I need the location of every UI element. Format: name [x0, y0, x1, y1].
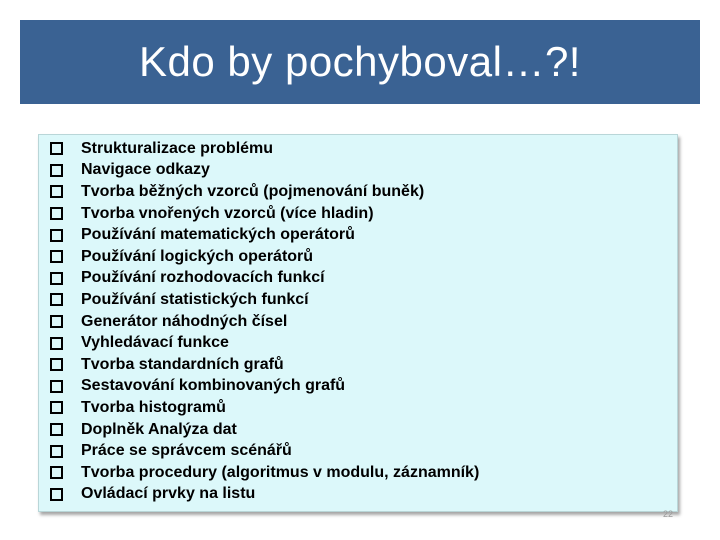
- list-item-label: Vyhledávací funkce: [81, 334, 229, 352]
- list-item-label: Navigace odkazy: [81, 161, 210, 179]
- list-item: [50, 246, 479, 268]
- list-item-label: Sestavování kombinovaných grafů: [81, 377, 346, 395]
- square-bullet-icon: [50, 466, 63, 479]
- list-item: [50, 160, 479, 182]
- square-bullet-icon: [50, 229, 63, 242]
- bullet-list: [50, 138, 479, 505]
- slide-title: Kdo by pochyboval…?!: [139, 38, 581, 85]
- list-item-label: Tvorba histogramů: [81, 398, 226, 416]
- list-item-label: Ovládací prvky na listu: [81, 485, 256, 503]
- square-bullet-icon: [50, 293, 63, 306]
- list-item: [50, 376, 479, 398]
- list-item-label: Tvorba vnořených vzorců (více hladin): [81, 204, 374, 222]
- list-item: [50, 311, 479, 333]
- list-item-label: Doplněk Analýza dat: [81, 420, 237, 438]
- square-bullet-icon: [50, 445, 63, 458]
- list-item: [50, 419, 479, 441]
- square-bullet-icon: [50, 185, 63, 198]
- list-item: [50, 397, 479, 419]
- square-bullet-icon: [50, 423, 63, 436]
- list-item-label: Používání rozhodovacích funkcí: [81, 269, 325, 287]
- list-item: [50, 462, 479, 484]
- list-item: [50, 268, 479, 290]
- square-bullet-icon: [50, 250, 63, 263]
- square-bullet-icon: [50, 358, 63, 371]
- list-item: [50, 440, 479, 462]
- list-item: [50, 484, 479, 506]
- list-item: [50, 138, 479, 160]
- list-item-label: Používání matematických operátorů: [81, 226, 355, 244]
- square-bullet-icon: [50, 164, 63, 177]
- square-bullet-icon: [50, 401, 63, 414]
- square-bullet-icon: [50, 488, 63, 501]
- square-bullet-icon: [50, 315, 63, 328]
- list-item-label: Používání logických operátorů: [81, 247, 314, 265]
- square-bullet-icon: [50, 380, 63, 393]
- list-item: [50, 224, 479, 246]
- square-bullet-icon: [50, 337, 63, 350]
- list-item-label: Strukturalizace problému: [81, 139, 274, 157]
- list-item-label: Používání statistických funkcí: [81, 290, 309, 308]
- square-bullet-icon: [50, 207, 63, 220]
- list-item: [50, 289, 479, 311]
- page-number: 22: [663, 509, 674, 519]
- list-item-label: Tvorba běžných vzorců (pojmenování buněk): [81, 182, 425, 200]
- list-item: [50, 354, 479, 376]
- title-bar: [20, 20, 700, 104]
- list-item: [50, 203, 479, 225]
- list-item-label: Tvorba procedury (algoritmus v modulu, záznamník): [81, 463, 480, 481]
- list-item-label: Generátor náhodných čísel: [81, 312, 288, 330]
- square-bullet-icon: [50, 272, 63, 285]
- square-bullet-icon: [50, 142, 63, 155]
- list-item: [50, 332, 479, 354]
- list-item-label: Práce se správcem scénářů: [81, 442, 292, 460]
- list-item-label: Tvorba standardních grafů: [81, 355, 284, 373]
- list-item: [50, 181, 479, 203]
